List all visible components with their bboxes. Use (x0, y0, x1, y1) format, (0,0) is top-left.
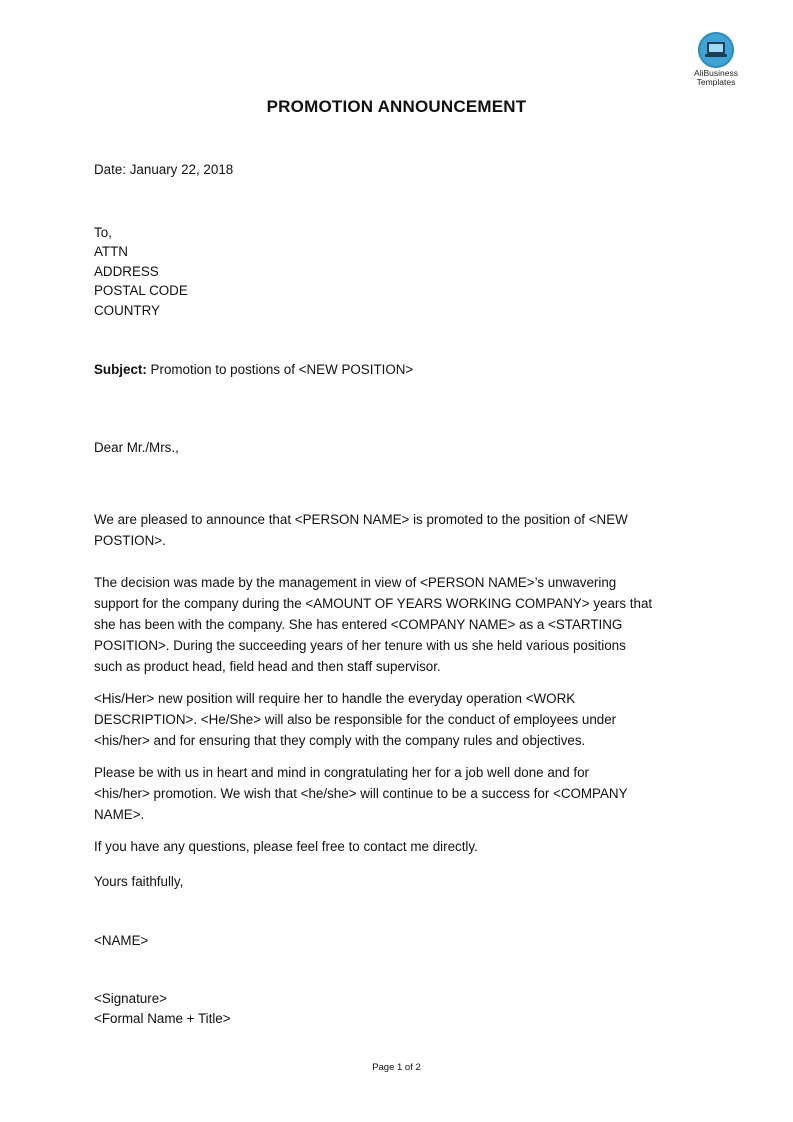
paragraph-decision: The decision was made by the management in view of <PERSON NAME>’s unwavering support for the company during the <AMOUNT OF YEARS WORKING COMPANY> years that she has been with the company. She has entered <COMPANY NAME> as a <STARTING POSITION>. During the succeeding years of her tenure with us she held various positions such as product head, field head and then staff supervisor. (94, 575, 653, 674)
signature-placeholder: <Signature> (94, 991, 167, 1006)
subject-label: Subject: (94, 362, 147, 377)
name-placeholder: <NAME> (94, 933, 149, 948)
paragraph-contact: If you have any questions, please feel free to contact me directly. (94, 839, 478, 854)
page-title: PROMOTION ANNOUNCEMENT (266, 97, 527, 116)
closing: Yours faithfully, (94, 874, 184, 889)
address-line-address: ADDRESS (94, 264, 159, 279)
subject-line (94, 362, 413, 377)
brand-logo (686, 32, 746, 87)
address-line-to: To, (94, 225, 112, 240)
laptop-icon (698, 32, 734, 68)
address-line-attn: ATTN (94, 244, 128, 259)
subject-text: Promotion to postions of <NEW POSITION> (146, 362, 414, 377)
address-line-country: COUNTRY (94, 303, 160, 318)
salutation: Dear Mr./Mrs., (94, 440, 179, 455)
paragraph-congratulations: Please be with us in heart and mind in congratulating her for a job well done and for <his/her> promotion. We wish that <he/she> will continue to be a success for <COMPANY NAME>. (94, 765, 628, 822)
logo-text: AliBusiness Templates (694, 68, 738, 87)
paragraph-announcement: We are pleased to announce that <PERSON NAME> is promoted to the position of <NEW POSTION>. (94, 512, 628, 548)
letter-date: Date: January 22, 2018 (94, 162, 234, 177)
formal-name-placeholder: <Formal Name + Title> (94, 1011, 231, 1026)
page-number: Page 1 of 2 (372, 1062, 421, 1073)
paragraph-new-position: <His/Her> new position will require her to handle the everyday operation <WORK DESCRIPTION>. <He/She> will also be responsible for the conduct of employees under <his/her> and for ensuring that they comply with the company rules and objectives. (94, 691, 617, 748)
address-line-postal-code: POSTAL CODE (94, 283, 188, 298)
